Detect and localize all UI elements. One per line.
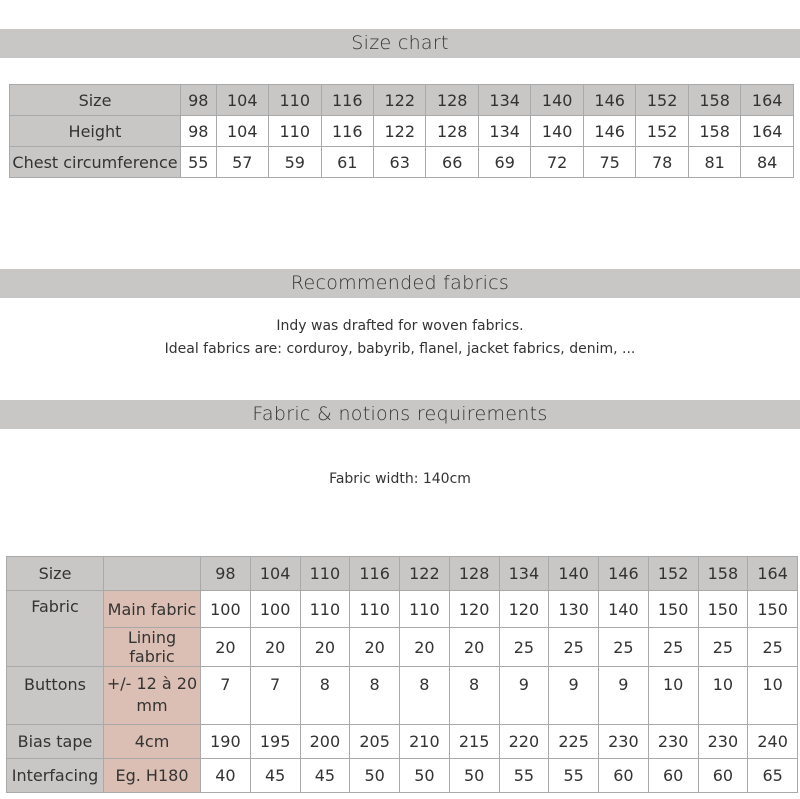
fabric-width-text: Fabric width: 140cm: [329, 471, 471, 487]
requirements-cell: 230: [599, 725, 649, 759]
size-chart-cell: 140: [531, 85, 583, 116]
size-chart-cell: 122: [373, 116, 425, 147]
requirements-cell: 230: [698, 725, 748, 759]
requirements-cell: 195: [250, 725, 300, 759]
size-chart-cell: 146: [583, 85, 635, 116]
requirements-cell: 50: [400, 759, 450, 793]
size-chart-cell: 158: [688, 116, 740, 147]
requirements-cell: 200: [300, 725, 350, 759]
size-chart-cell: 69: [478, 147, 530, 178]
requirements-cell: 205: [350, 725, 400, 759]
size-chart-cell: 63: [373, 147, 425, 178]
size-chart-row: [10, 85, 794, 116]
size-chart-cell: 57: [216, 147, 268, 178]
row-label: Height: [10, 116, 181, 147]
requirements-cell: 9: [499, 667, 549, 725]
requirements-cell: 55: [499, 759, 549, 793]
size-chart-cell: 152: [636, 116, 688, 147]
size-chart-cell: 164: [741, 116, 794, 147]
requirements-cell: 130: [549, 591, 599, 628]
size-chart-cell: 61: [321, 147, 373, 178]
requirements-cell: 8: [449, 667, 499, 725]
size-chart-cell: 152: [636, 85, 688, 116]
size-chart-row: [10, 116, 794, 147]
fabrics-line-2: Ideal fabrics are: corduroy, babyrib, flanel, jacket fabrics, denim, ...: [164, 341, 636, 357]
requirements-cell: 25: [748, 628, 798, 667]
requirements-cell: 150: [748, 591, 798, 628]
header-size-cell: 146: [599, 557, 649, 591]
row-sublabel: 4cm: [104, 725, 201, 759]
requirements-cell: 120: [499, 591, 549, 628]
requirements-cell: 9: [549, 667, 599, 725]
requirements-cell: 10: [748, 667, 798, 725]
requirements-cell: 20: [250, 628, 300, 667]
requirements-cell: 120: [449, 591, 499, 628]
header-size-cell: 134: [499, 557, 549, 591]
size-chart-cell: 78: [636, 147, 688, 178]
size-chart-table: [9, 84, 794, 178]
requirements-cell: 65: [748, 759, 798, 793]
header-size-cell: 128: [449, 557, 499, 591]
requirements-row: [7, 591, 798, 628]
requirements-cell: 7: [201, 667, 251, 725]
row-label: Buttons: [7, 667, 104, 725]
row-label: Fabric: [7, 591, 104, 667]
row-label: Chest circumference: [10, 147, 181, 178]
requirements-cell: 110: [400, 591, 450, 628]
header-size-cell: 98: [201, 557, 251, 591]
size-chart-cell: 72: [531, 147, 583, 178]
requirements-heading: Fabric & notions requirements: [0, 400, 800, 429]
requirements-cell: 190: [201, 725, 251, 759]
size-chart-cell: 104: [216, 116, 268, 147]
requirements-cell: 150: [698, 591, 748, 628]
requirements-cell: 9: [599, 667, 649, 725]
requirements-cell: 50: [449, 759, 499, 793]
size-chart-cell: 110: [269, 85, 321, 116]
requirements-cell: 25: [648, 628, 698, 667]
requirements-cell: 20: [350, 628, 400, 667]
requirements-cell: 20: [201, 628, 251, 667]
size-chart-cell: 128: [426, 116, 478, 147]
header-size-cell: 152: [648, 557, 698, 591]
size-chart-heading: Size chart: [0, 29, 800, 58]
requirements-cell: 100: [250, 591, 300, 628]
requirements-row: [7, 667, 798, 725]
header-sub: [104, 557, 201, 591]
requirements-cell: 240: [748, 725, 798, 759]
requirements-row: [7, 725, 798, 759]
requirements-header-row: [7, 557, 798, 591]
requirements-cell: 25: [499, 628, 549, 667]
size-chart-cell: 122: [373, 85, 425, 116]
requirements-row: [7, 628, 798, 667]
size-chart-cell: 158: [688, 85, 740, 116]
requirements-cell: 10: [648, 667, 698, 725]
requirements-cell: 50: [350, 759, 400, 793]
header-size-cell: 140: [549, 557, 599, 591]
size-chart-cell: 98: [181, 85, 217, 116]
size-chart-cell: 81: [688, 147, 740, 178]
size-chart-cell: 110: [269, 116, 321, 147]
requirements-cell: 140: [599, 591, 649, 628]
requirements-cell: 150: [648, 591, 698, 628]
requirements-cell: 40: [201, 759, 251, 793]
requirements-row: [7, 759, 798, 793]
size-chart-cell: 164: [741, 85, 794, 116]
requirements-cell: 8: [400, 667, 450, 725]
header-size-cell: 122: [400, 557, 450, 591]
header-size-cell: 116: [350, 557, 400, 591]
size-chart-cell: 134: [478, 116, 530, 147]
size-chart-row: [10, 147, 794, 178]
size-chart-cell: 75: [583, 147, 635, 178]
row-sublabel: Lining fabric: [104, 628, 201, 667]
row-sublabel: Eg. H180: [104, 759, 201, 793]
requirements-cell: 20: [449, 628, 499, 667]
requirements-cell: 25: [698, 628, 748, 667]
fabrics-line-1: Indy was drafted for woven fabrics.: [276, 318, 524, 334]
row-label: Bias tape: [7, 725, 104, 759]
requirements-cell: 7: [250, 667, 300, 725]
requirements-cell: 10: [698, 667, 748, 725]
size-chart-cell: 134: [478, 85, 530, 116]
requirements-cell: 55: [549, 759, 599, 793]
requirements-cell: 215: [449, 725, 499, 759]
requirements-cell: 60: [599, 759, 649, 793]
row-sublabel: Main fabric: [104, 591, 201, 628]
requirements-cell: 25: [549, 628, 599, 667]
size-chart-cell: 66: [426, 147, 478, 178]
header-size-cell: 158: [698, 557, 748, 591]
row-sublabel: +/- 12 à 20 mm: [104, 667, 201, 725]
requirements-cell: 100: [201, 591, 251, 628]
size-chart-cell: 98: [181, 116, 217, 147]
size-chart-cell: 146: [583, 116, 635, 147]
requirements-table: [6, 556, 798, 793]
header-size-cell: 104: [250, 557, 300, 591]
size-chart-cell: 116: [321, 85, 373, 116]
requirements-cell: 110: [300, 591, 350, 628]
requirements-cell: 210: [400, 725, 450, 759]
requirements-cell: 25: [599, 628, 649, 667]
header-size-cell: 164: [748, 557, 798, 591]
fabrics-text: [0, 315, 800, 361]
requirements-cell: 110: [350, 591, 400, 628]
requirements-cell: 220: [499, 725, 549, 759]
header-label: Size: [7, 557, 104, 591]
requirements-cell: 230: [648, 725, 698, 759]
requirements-cell: 20: [400, 628, 450, 667]
requirements-cell: 45: [300, 759, 350, 793]
requirements-cell: 60: [698, 759, 748, 793]
row-label: Size: [10, 85, 181, 116]
recommended-fabrics-heading: Recommended fabrics: [0, 269, 800, 298]
header-size-cell: 110: [300, 557, 350, 591]
size-chart-cell: 55: [181, 147, 217, 178]
size-chart-cell: 140: [531, 116, 583, 147]
requirements-cell: 20: [300, 628, 350, 667]
size-chart-cell: 84: [741, 147, 794, 178]
requirements-cell: 60: [648, 759, 698, 793]
size-chart-cell: 116: [321, 116, 373, 147]
row-label: Interfacing: [7, 759, 104, 793]
size-chart-cell: 59: [269, 147, 321, 178]
requirements-cell: 45: [250, 759, 300, 793]
requirements-cell: 225: [549, 725, 599, 759]
size-chart-cell: 128: [426, 85, 478, 116]
size-chart-cell: 104: [216, 85, 268, 116]
requirements-cell: 8: [300, 667, 350, 725]
requirements-cell: 8: [350, 667, 400, 725]
